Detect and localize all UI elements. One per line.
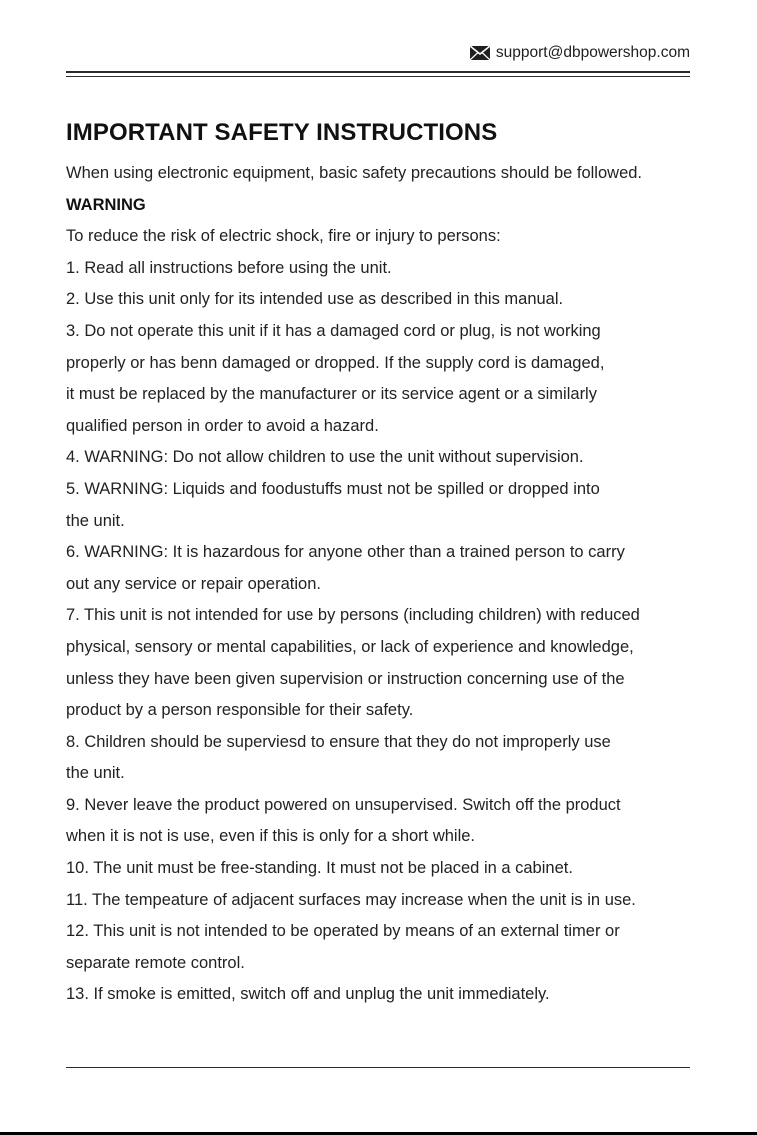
instruction-line: 9. Never leave the product powered on unsupervised. Switch off the product — [66, 795, 621, 814]
instruction-line: 5. WARNING: Liquids and foodustuffs must not be spilled or dropped into — [66, 479, 600, 498]
instruction-line: out any service or repair operation. — [66, 574, 321, 593]
instruction-line: properly or has benn damaged or dropped. If the supply cord is damaged, — [66, 353, 605, 372]
instruction-line: 4. WARNING: Do not allow children to use the unit without supervision. — [66, 448, 584, 467]
instruction-line: 6. WARNING: It is hazardous for anyone other than a trained person to carry — [66, 543, 625, 562]
instruction-line: 13. If smoke is emitted, switch off and unplug the unit immediately. — [66, 985, 550, 1004]
instruction-line: 7. This unit is not intended for use by persons (including children) with reduced — [66, 606, 640, 625]
envelope-icon — [470, 46, 490, 60]
instruction-line: unless they have been given supervision or instruction concerning use of the — [66, 669, 625, 688]
instruction-line: separate remote control. — [66, 953, 245, 972]
instruction-line: product by a person responsible for their safety. — [66, 701, 414, 720]
instruction-line: 12. This unit is not intended to be operated by means of an external timer or — [66, 922, 620, 941]
instruction-line: To reduce the risk of electric shock, fire or injury to persons: — [66, 227, 501, 246]
instruction-line: the unit. — [66, 764, 125, 783]
page-title: IMPORTANT SAFETY INSTRUCTIONS — [66, 119, 498, 146]
instructions-body — [66, 158, 756, 1011]
instruction-line: when it is not is use, even if this is only for a short while. — [66, 827, 476, 846]
instruction-line: When using electronic equipment, basic safety precautions should be followed. — [66, 164, 643, 182]
page-header — [470, 44, 690, 62]
warning-heading: WARNING — [66, 195, 146, 214]
footer-divider — [66, 1067, 690, 1068]
instruction-line: the unit. — [66, 511, 125, 530]
instruction-line: 1. Read all instructions before using the unit. — [66, 258, 392, 277]
instruction-line: 8. Children should be superviesd to ensure that they do not improperly use — [66, 732, 611, 751]
instruction-line: 11. The tempeature of adjacent surfaces may increase when the unit is in use. — [66, 890, 636, 909]
header-divider-thin — [66, 76, 690, 77]
instruction-line: 10. The unit must be free-standing. It must not be placed in a cabinet. — [66, 859, 573, 878]
instruction-line: physical, sensory or mental capabilities, or lack of experience and knowledge, — [66, 637, 634, 656]
header-divider — [66, 71, 690, 73]
instruction-line: 2. Use this unit only for its intended use as described in this manual. — [66, 290, 564, 309]
instruction-line: qualified person in order to avoid a hazard. — [66, 416, 379, 435]
instruction-line: it must be replaced by the manufacturer or its service agent or a similarly — [66, 385, 597, 404]
support-email[interactable]: support@dbpowershop.com — [495, 44, 690, 61]
instruction-line: 3. Do not operate this unit if it has a damaged cord or plug, is not working — [66, 321, 601, 340]
